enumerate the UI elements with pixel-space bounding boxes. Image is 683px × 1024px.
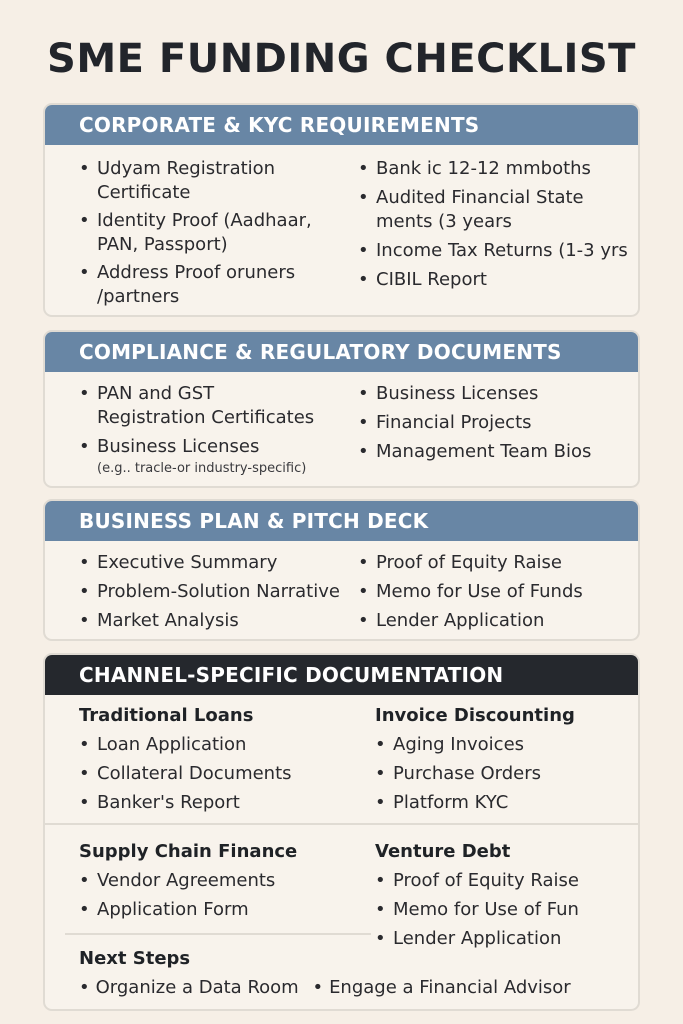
list-item-label: Business Licenses — [97, 436, 260, 457]
compliance-right-list — [358, 382, 628, 464]
list-item: • Proof of Equity Raise — [375, 869, 635, 893]
bullet-icon: • — [312, 977, 324, 998]
list-item: • Proof of Equity Raise — [358, 551, 628, 575]
traditional-loans-title: Traditional Loans — [79, 705, 254, 726]
traditional-loans-group — [79, 704, 349, 815]
list-item: • CIBIL Report — [358, 268, 628, 292]
list-item: • Memo for Use of Fun — [375, 898, 635, 922]
list-item: • Problem-Solution Narrative — [79, 580, 354, 604]
corporate-kyc-header: CORPORATE & KYC REQUIREMENTS — [45, 105, 638, 145]
bullet-icon: • — [79, 977, 90, 998]
invoice-discounting-list — [375, 733, 635, 815]
compliance-card — [43, 330, 640, 488]
invoice-discounting-group — [375, 704, 635, 815]
list-item: • Vendor Agreements — [79, 869, 349, 893]
supply-chain-list — [79, 869, 349, 922]
list-item: • Audited Financial State ments (3 years — [358, 186, 628, 234]
compliance-left-list — [79, 382, 349, 479]
traditional-loans-list — [79, 733, 349, 815]
channel-card — [43, 653, 640, 1011]
list-item: • Platform KYC — [375, 791, 635, 815]
business-plan-header: BUSINESS PLAN & PITCH DECK — [45, 501, 638, 541]
next-steps-group — [79, 947, 619, 1000]
list-item: • Purchase Orders — [375, 762, 635, 786]
next-steps-title: Next Steps — [79, 948, 191, 969]
list-item — [79, 435, 349, 479]
supply-chain-group — [79, 840, 349, 922]
list-item: • Financial Projects — [358, 411, 628, 435]
list-item: Organize a Data Room — [95, 977, 299, 998]
list-item: • Management Team Bios — [358, 440, 628, 464]
corporate-kyc-right-list — [358, 157, 628, 292]
list-item: • Lender Application — [358, 609, 628, 633]
venture-debt-group — [375, 840, 635, 951]
list-item: • Executive Summary — [79, 551, 354, 575]
next-steps-divider — [65, 933, 371, 935]
corporate-kyc-card — [43, 103, 640, 317]
list-item: • PAN and GST Registration Certificates — [79, 382, 349, 430]
venture-debt-list — [375, 869, 635, 951]
page-title: SME FUNDING CHECKLIST — [47, 36, 636, 82]
list-item: • Bank ic 12-12 mmboths — [358, 157, 628, 181]
list-item: • Banker's Report — [79, 791, 349, 815]
list-item: • Income Tax Returns (1-3 yrs — [358, 239, 628, 263]
business-plan-right-list — [358, 551, 628, 633]
business-plan-card — [43, 499, 640, 641]
invoice-discounting-title: Invoice Discounting — [375, 705, 575, 726]
corporate-kyc-left-list — [79, 157, 339, 309]
supply-chain-title: Supply Chain Finance — [79, 841, 298, 862]
list-item: • Aging Invoices — [375, 733, 635, 757]
list-item: • Collateral Documents — [79, 762, 349, 786]
channel-divider — [45, 823, 640, 825]
list-item: • Memo for Use of Funds — [358, 580, 628, 604]
channel-header: CHANNEL-SPECIFIC DOCUMENTATION — [45, 655, 638, 695]
list-item: Engage a Financial Advisor — [329, 977, 571, 998]
venture-debt-title: Venture Debt — [375, 841, 511, 862]
list-item: • Udyam Registration Certificate — [79, 157, 339, 205]
next-steps-list — [79, 976, 619, 1000]
list-item: • Application Form — [79, 898, 349, 922]
list-item: • Address Proof oruners /partners — [79, 261, 339, 309]
list-item: • Identity Proof (Aadhaar, PAN, Passport) — [79, 209, 339, 257]
list-item: • Market Analysis — [79, 609, 354, 633]
business-plan-left-list — [79, 551, 354, 633]
list-item-note: (e.g.. tracle-or industry-specific) — [97, 461, 307, 476]
list-item: • Business Licenses — [358, 382, 628, 406]
compliance-header: COMPLIANCE & REGULATORY DOCUMENTS — [45, 332, 638, 372]
list-item: • Loan Application — [79, 733, 349, 757]
list-item: • Lender Application — [375, 927, 635, 951]
